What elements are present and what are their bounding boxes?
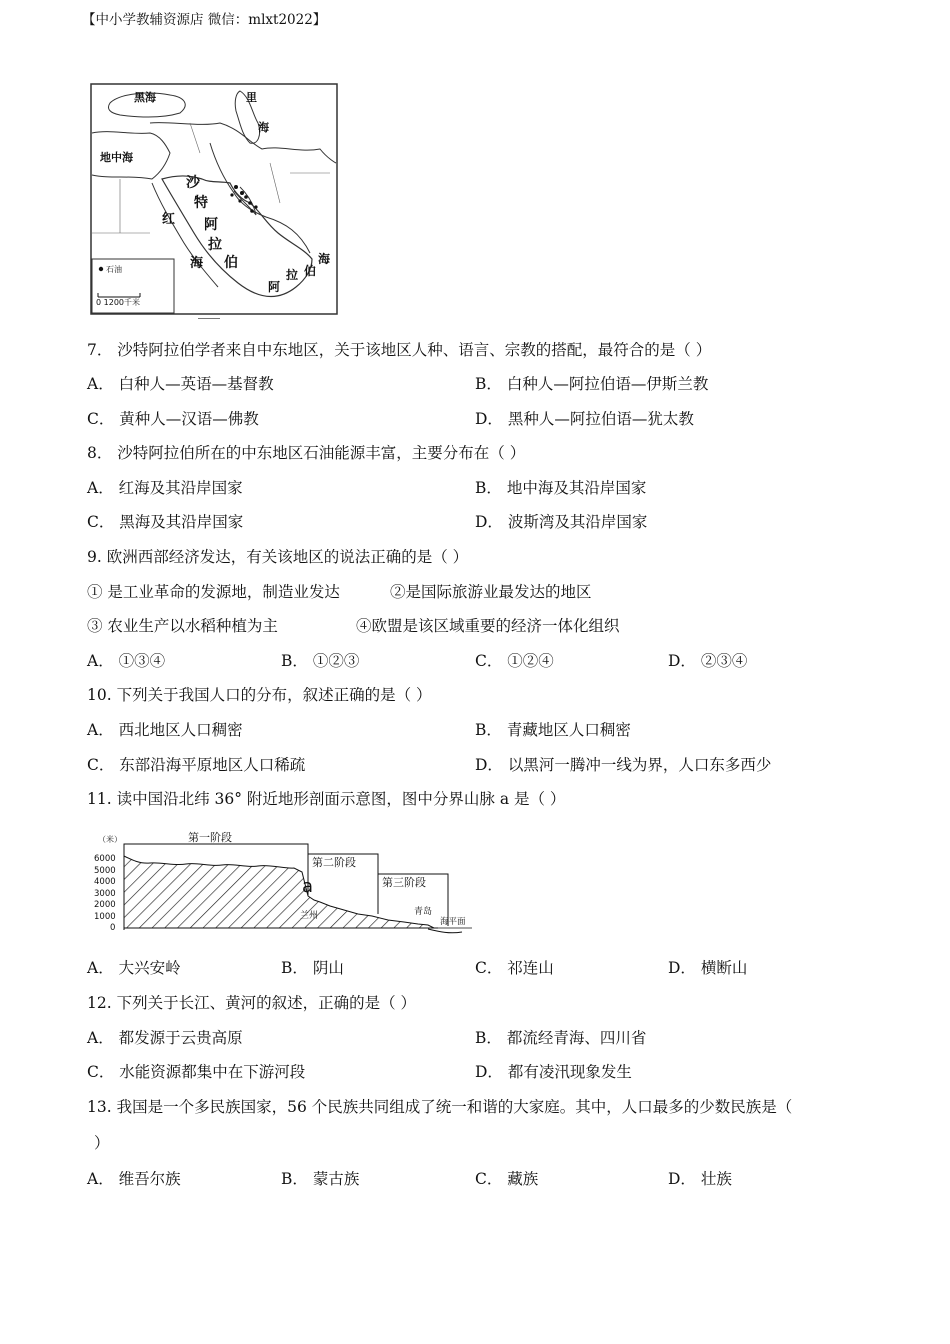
saudi-label-3: 阿 <box>204 217 218 233</box>
question-12-option-b: B． 都流经青海、四川省 <box>475 1029 647 1047</box>
question-10-option-b: B． 青藏地区人口稠密 <box>475 721 631 739</box>
question-7-stem: 7． 沙特阿拉伯学者来自中东地区，关于该地区人种、语言、宗教的搭配，最符合的是（ ） <box>87 341 712 359</box>
question-13-option-b: B． 蒙古族 <box>281 1170 360 1188</box>
question-9-option-c: C． ①②④ <box>475 652 554 670</box>
question-9-option-a: A． ①③④ <box>87 652 166 670</box>
y-tick-0: 0 <box>110 923 116 933</box>
question-9-statement-3: ③ 农业生产以水稻种植为主 <box>87 617 278 635</box>
question-11-option-d: D． 横断山 <box>668 959 748 977</box>
terrain-profile-figure <box>88 826 478 944</box>
question-9-option-b: B． ①②③ <box>281 652 360 670</box>
legend-scale: 0 1200千米 <box>96 298 140 307</box>
question-12-option-a: A． 都发源于云贵高原 <box>87 1029 243 1047</box>
y-tick-1000: 1000 <box>94 912 116 922</box>
arabian-sea-label-1: 阿 <box>268 280 281 294</box>
question-12-option-c: C． 水能资源都集中在下游河段 <box>87 1063 306 1081</box>
question-12-stem: 12. 下列关于长江、黄河的叙述，正确的是（ ） <box>87 994 417 1012</box>
arabian-sea-label-2: 拉 <box>286 268 299 282</box>
place-lanzhou: 兰州 <box>300 911 319 921</box>
black-sea-label: 黑海 <box>134 91 156 104</box>
question-10-option-d: D． 以黑河一腾冲一线为界，人口东多西少 <box>475 756 772 774</box>
step-3-label: 第三阶段 <box>382 876 426 889</box>
question-10-option-c: C． 东部沿海平原地区人口稀疏 <box>87 756 306 774</box>
caspian-label-2: 海 <box>258 121 269 134</box>
middle-east-map <box>90 83 338 315</box>
mediterranean-label: 地中海 <box>100 151 133 164</box>
question-9-statement-1: ① 是工业革命的发源地，制造业发达 <box>87 583 340 601</box>
question-11-stem: 11. 读中国沿北纬 36° 附近地形剖面示意图，图中分界山脉 a 是（ ） <box>87 790 566 808</box>
question-13-stem-continued: ） <box>94 1134 110 1152</box>
question-7-option-d: D． 黑种人—阿拉伯语—犹太教 <box>475 410 694 428</box>
question-8-stem: 8． 沙特阿拉伯所在的中东地区石油能源丰富，主要分布在（ ） <box>87 444 526 462</box>
red-sea-label-1: 红 <box>162 212 176 227</box>
step-2-label: 第二阶段 <box>312 856 356 869</box>
question-8-option-d: D． 波斯湾及其沿岸国家 <box>475 513 648 531</box>
question-8-option-c: C． 黑海及其沿岸国家 <box>87 513 244 531</box>
saudi-label-4: 拉 <box>208 237 222 253</box>
y-tick-6000: 6000 <box>94 854 116 864</box>
question-10-stem: 10. 下列关于我国人口的分布，叙述正确的是（ ） <box>87 686 432 704</box>
red-sea-label-2: 海 <box>190 256 204 271</box>
y-tick-5000: 5000 <box>94 866 116 876</box>
saudi-label-5: 伯 <box>224 255 238 271</box>
question-9-option-d: D． ②③④ <box>668 652 748 670</box>
question-7-option-c: C． 黄种人—汉语—佛教 <box>87 410 259 428</box>
question-11-option-c: C． 祁连山 <box>475 959 554 977</box>
question-13-option-d: D． 壮族 <box>668 1170 732 1188</box>
question-7-option-a: A． 白种人—英语—基督教 <box>87 375 274 393</box>
question-8-option-a: A． 红海及其沿岸国家 <box>87 479 243 497</box>
question-13-option-c: C． 藏族 <box>475 1170 539 1188</box>
arabian-sea-label-4: 海 <box>318 252 331 266</box>
question-13-stem: 13. 我国是一个多民族国家，56 个民族共同组成了统一和谐的大家庭。其中，人口最多的少数民族是（ <box>87 1098 793 1116</box>
question-11-option-a: A． 大兴安岭 <box>87 959 181 977</box>
legend-oil: 石油 <box>106 265 122 274</box>
question-7-option-b: B． 白种人—阿拉伯语—伊斯兰教 <box>475 375 709 393</box>
y-tick-2000: 2000 <box>94 900 116 910</box>
question-9-stem: 9. 欧洲西部经济发达，有关该地区的说法正确的是（ ） <box>87 548 469 566</box>
source-header: 【中小学教辅资源店 微信：mlxt2022】 <box>82 12 327 28</box>
question-11-option-b: B． 阴山 <box>281 959 344 977</box>
question-9-statement-2: ②是国际旅游业最发达的地区 <box>390 583 592 601</box>
point-a-label: a <box>302 876 314 897</box>
question-13-option-a: A． 维吾尔族 <box>87 1170 181 1188</box>
question-9-statement-4: ④欧盟是该区域重要的经济一体化组织 <box>356 617 620 635</box>
question-8-option-b: B． 地中海及其沿岸国家 <box>475 479 647 497</box>
saudi-label-2: 特 <box>194 195 208 211</box>
arabian-sea-label-3: 伯 <box>304 264 317 278</box>
question-12-option-d: D． 都有凌汛现象发生 <box>475 1063 632 1081</box>
caspian-label-1: 里 <box>246 91 257 104</box>
sea-level-label: 海平面 <box>440 917 466 927</box>
profile-unit: （米） <box>98 835 122 844</box>
y-tick-4000: 4000 <box>94 877 116 887</box>
figure-divider <box>198 318 220 319</box>
step-1-label: 第一阶段 <box>188 831 232 844</box>
question-10-option-a: A． 西北地区人口稠密 <box>87 721 243 739</box>
saudi-label-1: 沙 <box>186 175 200 191</box>
y-tick-3000: 3000 <box>94 889 116 899</box>
place-qingdao: 青岛 <box>414 907 433 917</box>
